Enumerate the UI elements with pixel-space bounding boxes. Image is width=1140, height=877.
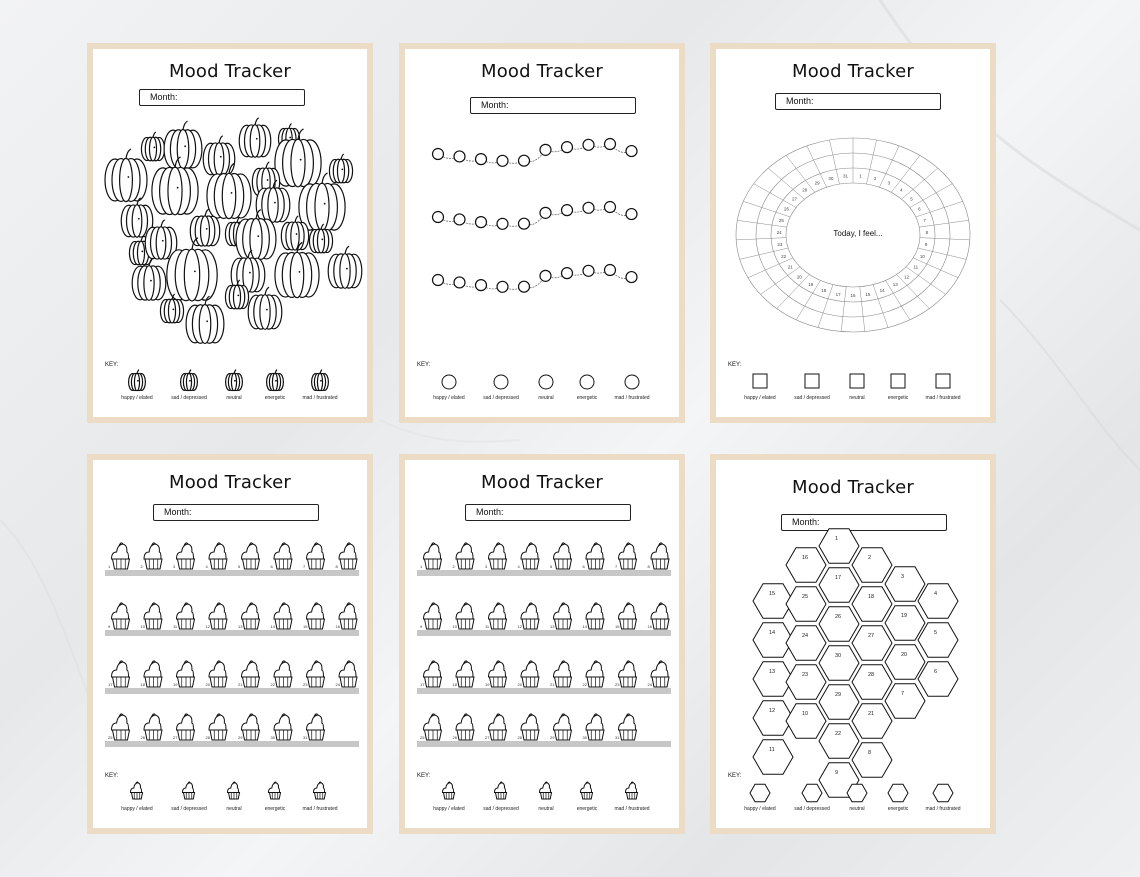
wheel-day-number: 20	[796, 274, 802, 280]
wheel-day-number: 30	[828, 175, 834, 181]
day-number: 30	[270, 735, 275, 740]
day-number: 7	[303, 564, 306, 569]
square-icon	[936, 374, 950, 388]
day-number: 21	[868, 711, 875, 717]
key-item-label: energetic	[576, 806, 598, 812]
day-number: 22	[835, 731, 842, 737]
day-number: 21	[238, 682, 243, 687]
wheel-day-number: 7	[923, 217, 926, 223]
day-number: 10	[140, 624, 145, 629]
key-item-label: neutral	[849, 806, 865, 812]
day-number: 18	[868, 594, 875, 600]
day-number: 10	[802, 711, 809, 717]
wheel-day-number: 28	[802, 187, 808, 193]
day-number: 24	[802, 633, 809, 639]
cupcake-icon	[494, 782, 506, 799]
day-number: 3	[901, 574, 905, 580]
wheel-day-number: 23	[777, 242, 783, 248]
day-number: 9	[420, 624, 423, 629]
key-item-label: mad / frustrated	[925, 395, 961, 401]
wheel-day-number: 29	[814, 180, 820, 186]
day-number: 2	[140, 564, 143, 569]
wheel-day-number: 21	[787, 264, 793, 270]
wheel-day-number: 2	[873, 175, 877, 181]
wheel-day-number: 31	[843, 173, 849, 179]
day-number: 21	[550, 682, 555, 687]
key-label: KEY:	[417, 773, 431, 779]
day-number: 26	[140, 735, 145, 740]
key-item-label: energetic	[576, 395, 598, 401]
hexagon-icon	[802, 784, 822, 801]
day-number: 2	[452, 564, 455, 569]
month-field[interactable]: Month:	[775, 93, 941, 110]
day-number: 17	[420, 682, 425, 687]
day-number: 23	[303, 682, 308, 687]
card-title: Mood Tracker	[791, 61, 915, 82]
circle-icon	[625, 375, 639, 389]
cupcake-icon	[227, 782, 239, 799]
wheel-center-text: Today, I feel...	[833, 229, 883, 238]
key-label: KEY:	[728, 362, 742, 368]
pumpkin-icon	[181, 370, 198, 391]
cupcake-icon	[130, 782, 142, 799]
wheel-day-number: 5	[910, 196, 913, 202]
day-number: 29	[835, 692, 842, 698]
wheel-day-number: 1	[859, 173, 862, 179]
hexagon-icon	[750, 784, 770, 801]
key-item-label: energetic	[264, 806, 286, 812]
key-item-label: sad / depressed	[483, 806, 519, 812]
pumpkin-icon	[267, 370, 284, 391]
pumpkin-icon	[129, 370, 146, 391]
day-number: 17	[835, 575, 842, 581]
day-number: 25	[108, 735, 113, 740]
wheel-day-number: 25	[778, 217, 784, 223]
card-title: Mood Tracker	[480, 472, 604, 493]
wheel-day-number: 24	[776, 229, 782, 235]
key-icons	[93, 460, 367, 828]
day-number: 12	[517, 624, 522, 629]
key-item-label: energetic	[887, 395, 909, 401]
day-number: 25	[802, 594, 809, 600]
key-icons	[405, 460, 679, 828]
day-number: 5	[238, 564, 241, 569]
key-item-label: happy / elated	[744, 806, 776, 812]
day-number: 29	[238, 735, 243, 740]
day-number: 8	[335, 564, 338, 569]
day-number: 6	[582, 564, 585, 569]
day-number: 27	[485, 735, 490, 740]
cupcake-icon	[625, 782, 637, 799]
key-item-label: sad / depressed	[171, 806, 207, 812]
wheel-day-number: 17	[835, 291, 841, 297]
key-icons	[716, 49, 990, 417]
day-number: 22	[582, 682, 587, 687]
day-number: 26	[835, 614, 842, 620]
day-number: 30	[582, 735, 587, 740]
card-title: Mood Tracker	[168, 472, 292, 493]
circle-icon	[539, 375, 553, 389]
day-number: 17	[108, 682, 113, 687]
key-icons	[405, 49, 679, 417]
day-number: 3	[485, 564, 488, 569]
key-item-label: happy / elated	[744, 395, 776, 401]
wheel-day-number: 4	[899, 187, 903, 193]
key-item-label: mad / frustrated	[614, 395, 650, 401]
wheel-day-number: 10	[919, 253, 925, 259]
cupcake-icon	[313, 782, 325, 799]
day-number: 4	[205, 564, 208, 569]
day-number: 15	[303, 624, 308, 629]
day-number: 23	[615, 682, 620, 687]
day-number: 27	[173, 735, 178, 740]
mood-tracker-card-garland	[399, 43, 685, 423]
day-number: 5	[550, 564, 553, 569]
key-item-label: sad / depressed	[483, 395, 519, 401]
square-icon	[891, 374, 905, 388]
circle-icon	[442, 375, 456, 389]
day-number: 20	[517, 682, 522, 687]
cupcake-icon	[268, 782, 280, 799]
month-field[interactable]: Month:	[153, 504, 319, 521]
key-item-label: happy / elated	[433, 806, 465, 812]
wheel-day-number: 14	[879, 288, 885, 294]
day-number: 7	[615, 564, 618, 569]
day-number: 12	[205, 624, 210, 629]
day-number: 16	[335, 624, 340, 629]
card-title: Mood Tracker	[168, 61, 292, 82]
day-number: 18	[140, 682, 145, 687]
wheel-day-number: 27	[791, 196, 797, 202]
day-number: 2	[868, 555, 872, 561]
day-number: 6	[934, 669, 938, 675]
day-number: 13	[769, 669, 776, 675]
key-item-label: happy / elated	[121, 806, 153, 812]
key-item-label: happy / elated	[433, 395, 465, 401]
day-number: 24	[335, 682, 340, 687]
day-number: 24	[647, 682, 652, 687]
key-item-label: neutral	[538, 395, 554, 401]
day-number: 15	[769, 591, 776, 597]
key-item-label: neutral	[226, 806, 242, 812]
day-number: 23	[802, 672, 809, 678]
day-number: 31	[303, 735, 308, 740]
mood-tracker-card-wheel	[710, 43, 996, 423]
month-field[interactable]: Month:	[465, 504, 631, 521]
day-number: 28	[205, 735, 210, 740]
day-number: 20	[901, 652, 908, 658]
day-number: 10	[452, 624, 457, 629]
day-number: 9	[108, 624, 111, 629]
key-item-label: neutral	[849, 395, 865, 401]
circle-icon	[494, 375, 508, 389]
day-number: 16	[802, 555, 809, 561]
key-item-label: neutral	[538, 806, 554, 812]
day-number: 8	[647, 564, 650, 569]
day-number: 18	[452, 682, 457, 687]
day-number: 13	[238, 624, 243, 629]
wheel-day-number: 6	[918, 206, 921, 212]
square-icon	[850, 374, 864, 388]
cupcake-icon	[182, 782, 194, 799]
wheel-day-number: 8	[925, 229, 929, 235]
wheel-day-number: 15	[865, 291, 871, 297]
wheel-day-number: 3	[887, 180, 891, 186]
mood-tracker-card-cupcakes-2	[399, 454, 685, 834]
wheel-day-number: 22	[781, 253, 787, 259]
day-number: 11	[173, 624, 178, 629]
wheel-day-number: 19	[808, 282, 814, 288]
cupcake-icon	[539, 782, 551, 799]
key-item-label: mad / frustrated	[614, 806, 650, 812]
circle-icon	[580, 375, 594, 389]
hexagon-icon	[933, 784, 953, 801]
day-number: 14	[582, 624, 587, 629]
key-label: KEY:	[105, 362, 119, 368]
day-number: 16	[647, 624, 652, 629]
wheel-day-number: 11	[913, 264, 919, 270]
key-label: KEY:	[417, 362, 431, 368]
day-number: 8	[868, 750, 872, 756]
day-number: 11	[485, 624, 490, 629]
month-field[interactable]: Month:	[470, 97, 636, 114]
day-number: 27	[868, 633, 875, 639]
wheel-day-number: 13	[892, 282, 898, 288]
key-item-label: energetic	[887, 806, 909, 812]
pumpkin-icon	[226, 370, 243, 391]
day-number: 25	[420, 735, 425, 740]
day-number: 28	[517, 735, 522, 740]
cupcake-icon	[580, 782, 592, 799]
day-number: 3	[173, 564, 176, 569]
day-number: 9	[835, 770, 839, 776]
key-item-label: mad / frustrated	[302, 395, 338, 401]
pumpkin-icon	[312, 370, 329, 391]
square-icon	[805, 374, 819, 388]
day-number: 4	[517, 564, 520, 569]
month-field[interactable]: Month:	[139, 89, 305, 106]
key-item-label: energetic	[264, 395, 286, 401]
day-number: 1	[108, 564, 111, 569]
wheel-day-number: 12	[904, 274, 910, 280]
key-label: KEY:	[728, 773, 742, 779]
key-item-label: mad / frustrated	[925, 806, 961, 812]
key-item-label: sad / depressed	[794, 395, 830, 401]
cupcake-icon	[442, 782, 454, 799]
key-item-label: happy / elated	[121, 395, 153, 401]
mood-tracker-card-pumpkins	[87, 43, 373, 423]
hexagon-icon	[888, 784, 908, 801]
key-item-label: neutral	[226, 395, 242, 401]
key-icons	[716, 460, 990, 828]
mood-tracker-card-honeycomb	[710, 454, 996, 834]
day-number: 5	[934, 630, 938, 636]
day-number: 6	[270, 564, 273, 569]
card-title: Mood Tracker	[791, 477, 915, 498]
day-number: 1	[835, 536, 839, 542]
day-number: 26	[452, 735, 457, 740]
day-number: 29	[550, 735, 555, 740]
day-number: 19	[901, 613, 908, 619]
wheel-day-number: 16	[850, 293, 856, 298]
day-number: 7	[901, 691, 905, 697]
day-number: 20	[205, 682, 210, 687]
day-number: 28	[868, 672, 875, 678]
key-icons	[93, 49, 367, 417]
square-icon	[753, 374, 767, 388]
month-field[interactable]: Month:	[781, 514, 947, 531]
day-number: 13	[550, 624, 555, 629]
wheel-day-number: 18	[821, 288, 827, 294]
day-number: 1	[420, 564, 423, 569]
wheel-day-number: 9	[924, 242, 928, 248]
mood-tracker-card-cupcakes-1	[87, 454, 373, 834]
day-number: 11	[769, 747, 775, 753]
wheel-day-number: 26	[784, 206, 790, 212]
day-number: 30	[835, 653, 842, 659]
day-number: 31	[615, 735, 620, 740]
key-label: KEY:	[105, 773, 119, 779]
day-number: 14	[769, 630, 776, 636]
day-number: 4	[934, 591, 938, 597]
key-item-label: sad / depressed	[794, 806, 830, 812]
key-item-label: sad / depressed	[171, 395, 207, 401]
day-number: 22	[270, 682, 275, 687]
day-number: 15	[615, 624, 620, 629]
card-title: Mood Tracker	[480, 61, 604, 82]
key-item-label: mad / frustrated	[302, 806, 338, 812]
day-number: 19	[173, 682, 178, 687]
day-number: 14	[270, 624, 275, 629]
hexagon-icon	[847, 784, 867, 801]
day-number: 19	[485, 682, 490, 687]
day-number: 12	[769, 708, 776, 714]
